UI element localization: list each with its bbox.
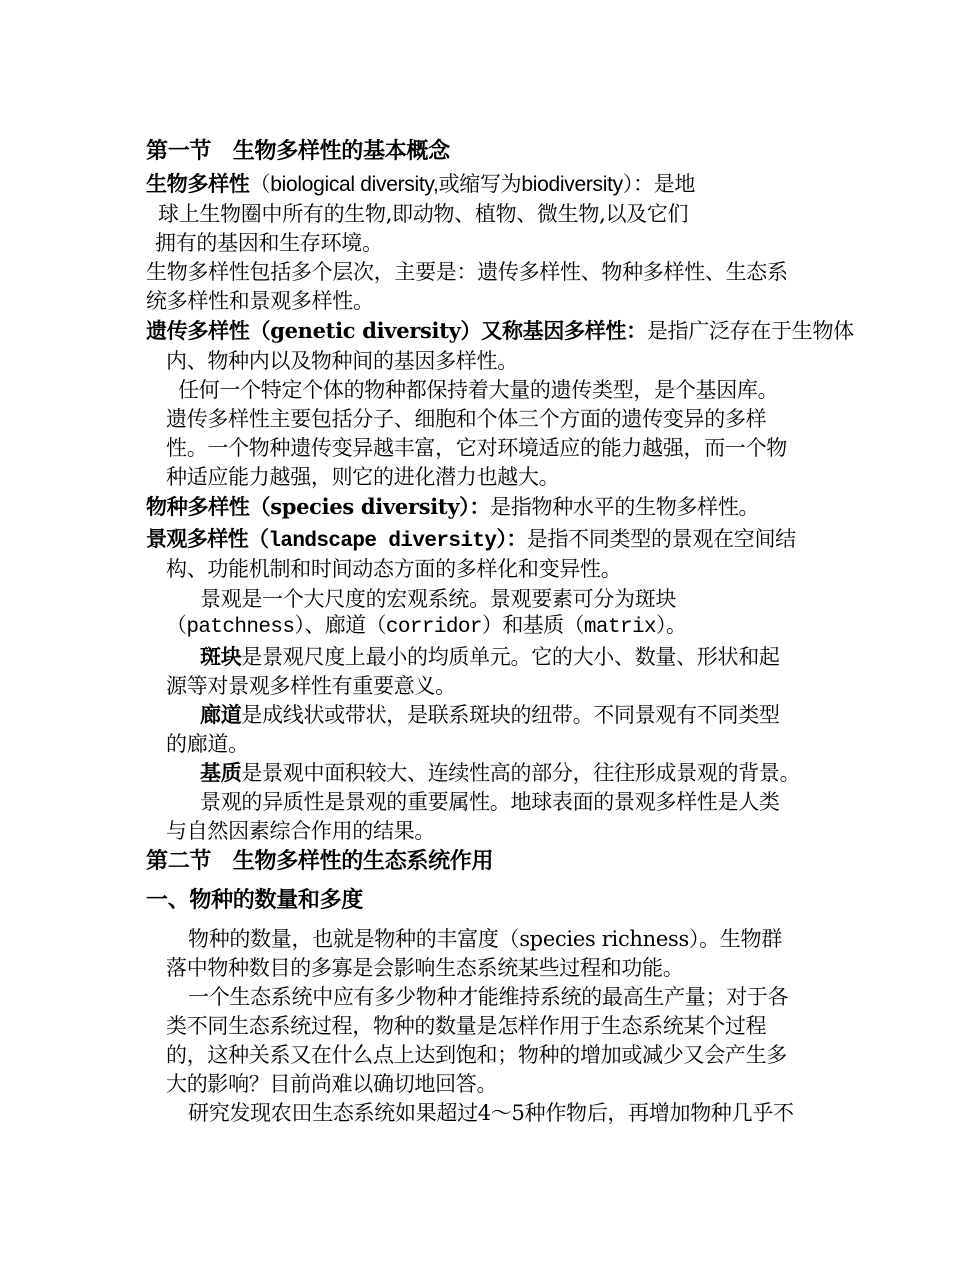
biodiversity-def-line-2: 球上生物圈中所有的生物,即动物、植物、微生物,以及它们 <box>158 202 689 226</box>
question-line-4: 大的影响？目前尚难以确切地回答。 <box>166 1072 498 1096</box>
landscape-para-line-2: （patchness）、廊道（corridor）和基质（matrix）。 <box>166 616 687 639</box>
landscape-def-text: 是指不同类型的景观在空间结 <box>526 527 796 551</box>
corridor-text: 是成线状或带状，是联系斑块的纽带。不同景观有不同类型 <box>241 703 780 727</box>
landscape-para-line-1: 景观是一个大尺度的宏观系统。景观要素可分为斑块 <box>200 587 677 611</box>
genetic-para-line-2: 遗传多样性主要包括分子、细胞和个体三个方面的遗传变异的多样 <box>166 407 767 431</box>
levels-line-1: 生物多样性包括多个层次，主要是：遗传多样性、物种多样性、生态系 <box>146 260 788 284</box>
genetic-def-text: 是指广泛存在于生物体 <box>646 319 854 343</box>
patch-term: 斑块 <box>200 644 242 669</box>
richness-line-2: 落中物种数目的多寡是会影响生态系统某些过程和功能。 <box>166 956 684 980</box>
species-def-text: 是指物种水平的生物多样性。 <box>490 495 760 519</box>
landscape-definition <box>146 525 796 556</box>
richness-line-1: 物种的数量，也就是物种的丰富度（species richness）。生物群 <box>188 927 782 951</box>
question-line-1: 一个生态系统中应有多少物种才能维持系统的最高生产量；对于各 <box>188 985 789 1009</box>
species-definition <box>146 493 759 521</box>
heterogeneity-line-1: 景观的异质性是景观的重要属性。地球表面的景观多样性是人类 <box>200 790 780 814</box>
biodiversity-def-line-3: 拥有的基因和生存环境。 <box>155 231 383 255</box>
heterogeneity-line-2: 与自然因素综合作用的结果。 <box>166 819 436 843</box>
corridor-para <box>200 701 780 729</box>
patch-text: 是景观尺度上最小的均质单元。它的大小、数量、形状和起 <box>241 645 780 669</box>
farmland-line-1: 研究发现农田生态系统如果超过4～5种作物后，再增加物种几乎不 <box>188 1101 794 1125</box>
landscape-def-line-2: 构、功能机制和时间动态方面的多样化和变异性。 <box>166 557 622 581</box>
section2-heading: 第二节 生物多样性的生态系统作用 <box>146 849 494 874</box>
biodiversity-def-text: （biological diversity,或缩写为biodiversity）：是地 <box>249 173 696 196</box>
matrix-term: 基质 <box>200 760 242 785</box>
patch-para <box>200 643 780 671</box>
section1-heading: 第一节 生物多样性的基本概念 <box>146 139 450 164</box>
genetic-para-line-3: 性。一个物种遗传变异越丰富，它对环境适应的能力越强，而一个物 <box>166 436 787 460</box>
corridor-term: 廊道 <box>200 702 242 727</box>
genetic-term: 遗传多样性（genetic diversity）又称基因多样性： <box>146 318 647 343</box>
levels-line-2: 统多样性和景观多样性。 <box>146 289 374 313</box>
question-line-2: 类不同生态系统过程，物种的数量是怎样作用于生态系统某个过程 <box>166 1014 767 1038</box>
landscape-term: 景观多样性（landscape diversity）： <box>146 530 527 553</box>
matrix-text: 是景观中面积较大、连续性高的部分，往往形成景观的背景。 <box>241 761 801 785</box>
section2-subheading: 一、物种的数量和多度 <box>146 888 364 913</box>
patch-line-2: 源等对景观多样性有重要意义。 <box>166 674 456 698</box>
biodiversity-definition <box>146 170 695 199</box>
genetic-para-line-1: 任何一个特定个体的物种都保持着大量的遗传类型，是个基因库。 <box>178 378 779 402</box>
corridor-line-2: 的廊道。 <box>166 732 249 756</box>
genetic-para-line-4: 种适应能力越强，则它的进化潜力也越大。 <box>166 465 560 489</box>
biodiversity-term: 生物多样性 <box>146 171 250 196</box>
question-line-3: 的，这种关系又在什么点上达到饱和；物种的增加或减少又会产生多 <box>166 1043 787 1067</box>
genetic-def-line-2: 内、物种内以及物种间的基因多样性。 <box>166 349 518 373</box>
matrix-para <box>200 759 800 787</box>
genetic-definition <box>146 317 854 345</box>
species-term: 物种多样性（species diversity）： <box>146 494 491 519</box>
